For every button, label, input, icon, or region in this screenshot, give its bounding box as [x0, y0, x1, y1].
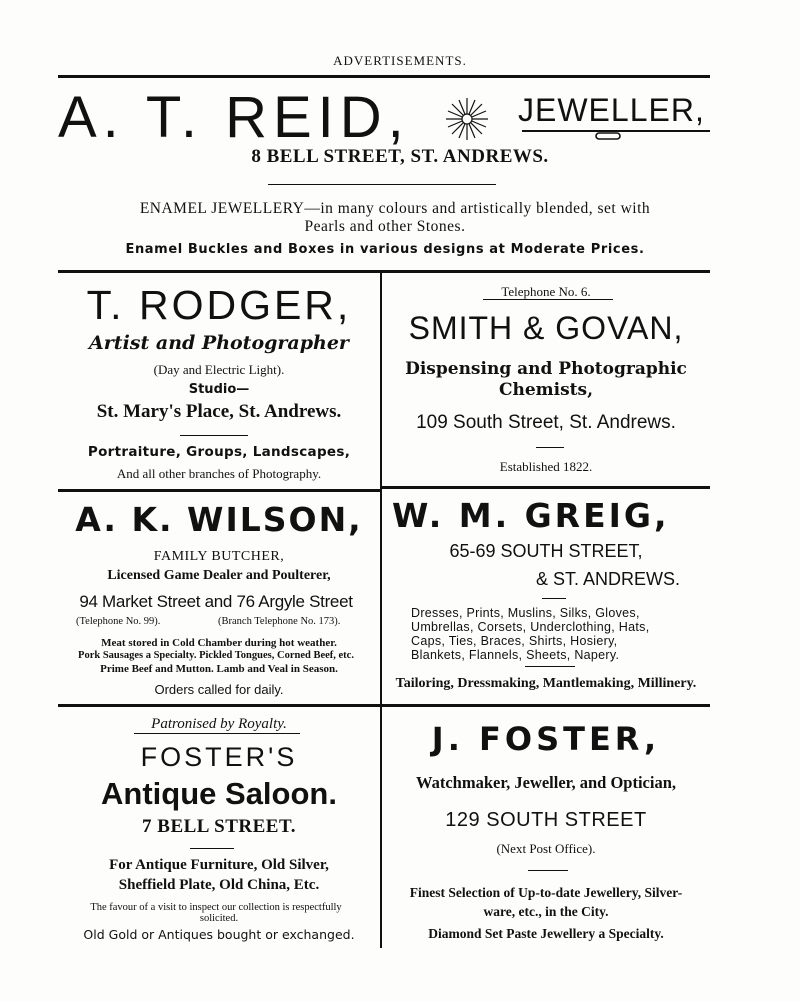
star-ornament-icon [444, 96, 490, 142]
reid-divider [268, 184, 496, 185]
jfoster-address: 129 SOUTH STREET [445, 809, 647, 831]
fosters-name: FOSTER'S [140, 742, 298, 772]
header-rule [58, 75, 710, 78]
row2-right-rule [382, 486, 710, 489]
wilson-info-3: Prime Beef and Mutton. Lamb and Veal in Season. [100, 663, 338, 675]
jfoster-line-3: Diamond Set Paste Jewellery a Specialty. [428, 926, 664, 941]
smith-address: 109 South Street, St. Andrews. [416, 412, 676, 433]
rodger-divider [180, 435, 248, 436]
smith-trade-2: Chemists, [498, 380, 594, 400]
jfoster-name: J. FOSTER, [431, 720, 661, 758]
fosters-line-1: For Antique Furniture, Old Silver, [109, 857, 329, 873]
reid-enamel-line: ENAMEL JEWELLERY—in many colours and artistically blended, set with [139, 200, 651, 217]
row3-left-rule [58, 704, 380, 707]
greig-goods-2: Umbrellas, Corsets, Underclothing, Hats, [411, 620, 650, 634]
fosters-bought: Old Gold or Antiques bought or exchanged. [83, 927, 355, 942]
grid-top-rule [58, 270, 710, 273]
fosters-line-2: Sheffield Plate, Old China, Etc. [118, 877, 320, 893]
smith-divider [536, 447, 564, 448]
smith-established: Established 1822. [499, 459, 593, 474]
wilson-address: 94 Market Street and 76 Argyle Street [79, 592, 353, 611]
row2-left-rule [58, 489, 380, 492]
rodger-services: Portraiture, Groups, Landscapes, [87, 444, 351, 460]
greig-divider-bottom [525, 666, 575, 667]
wilson-dealer: Licensed Game Dealer and Poulterer, [107, 568, 331, 583]
rodger-other: And all other branches of Photography. [116, 466, 322, 481]
greig-goods-1: Dresses, Prints, Muslins, Silks, Gloves, [411, 606, 640, 620]
greig-name: W. M. GREIG, [392, 496, 670, 535]
wilson-trade: FAMILY BUTCHER, [153, 549, 285, 564]
fosters-address: 7 BELL STREET. [142, 816, 296, 837]
rodger-place: St. Mary's Place, St. Andrews. [96, 401, 342, 422]
fosters-visit-1: The favour of a visit to inspect our collection is respectfully [90, 902, 342, 913]
jfoster-divider [528, 870, 568, 871]
smith-telephone-underline [483, 299, 613, 300]
greig-town: & ST. ANDREWS. [536, 569, 681, 589]
wilson-telephone: (Telephone No. 99). [76, 616, 161, 627]
greig-tailoring: Tailoring, Dressmaking, Mantlemaking, Millinery. [395, 676, 697, 691]
rodger-studio: Studio— [188, 382, 250, 397]
fosters-divider [190, 848, 234, 849]
jfoster-note: (Next Post Office). [496, 841, 596, 856]
wilson-name: A. K. WILSON, [75, 500, 363, 539]
jfoster-line-2: ware, etc., in the City. [483, 904, 609, 919]
rodger-trade: Artist and Photographer [89, 332, 349, 354]
page-header: ADVERTISEMENTS. [333, 53, 467, 68]
fosters-patron: Patronised by Royalty. [151, 716, 287, 732]
rodger-light: (Day and Electric Light). [153, 362, 285, 377]
reid-pearls-line: Pearls and other Stones. [304, 218, 466, 235]
wilson-branch-telephone: (Branch Telephone No. 173). [218, 616, 341, 627]
wilson-info-2: Pork Sausages a Specialty. Pickled Tongues, Corned Beef, etc. [78, 650, 354, 661]
fosters-saloon: Antique Saloon. [101, 776, 337, 811]
smith-telephone: Telephone No. 6. [501, 284, 591, 299]
smith-trade-1: Dispensing and Photographic [405, 359, 687, 379]
reid-trade: JEWELLER, [518, 92, 705, 128]
reid-buckles-line: Enamel Buckles and Boxes in various designs at Moderate Prices. [125, 242, 645, 257]
wilson-orders: Orders called for daily. [154, 682, 284, 697]
ring-ornament-icon [593, 130, 623, 142]
wilson-info-1: Meat stored in Cold Chamber during hot weather. [101, 637, 337, 649]
reid-name: A. T. REID, [58, 85, 410, 150]
fosters-patron-underline [134, 733, 300, 734]
smith-name: SMITH & GOVAN, [408, 310, 684, 346]
greig-goods-3: Caps, Ties, Braces, Shirts, Hosiery, [411, 634, 618, 648]
greig-goods-4: Blankets, Flannels, Sheets, Napery. [411, 648, 620, 662]
greig-street: 65-69 SOUTH STREET, [449, 541, 643, 561]
jfoster-trade: Watchmaker, Jeweller, and Optician, [415, 773, 677, 792]
row3-right-rule [382, 704, 710, 707]
jfoster-line-1: Finest Selection of Up-to-date Jewellery, Silver- [409, 885, 683, 900]
fosters-visit-2: solicited. [199, 913, 239, 924]
rodger-name: T. RODGER, [86, 282, 352, 328]
reid-address: 8 BELL STREET, ST. ANDREWS. [251, 146, 549, 167]
greig-divider-top [542, 598, 566, 599]
